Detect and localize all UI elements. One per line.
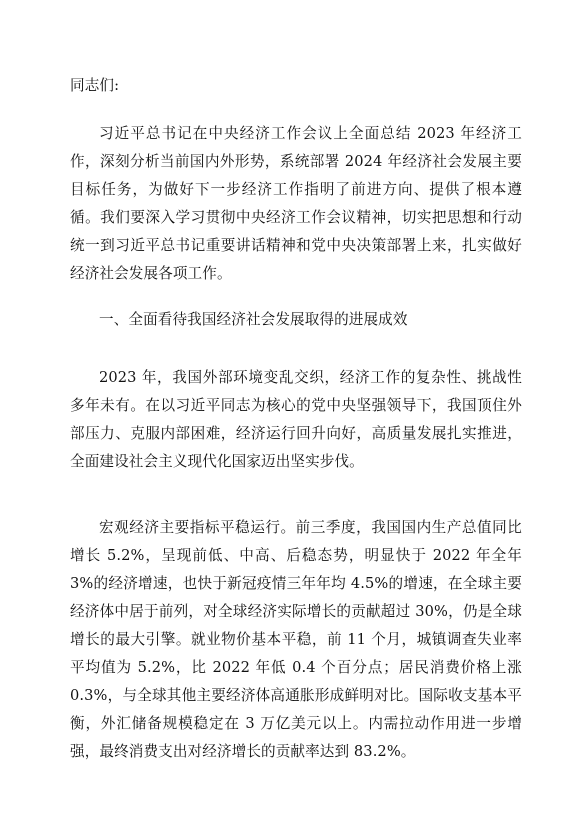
section-heading: 一、全面看待我国经济社会发展取得的进展成效 [99,311,408,328]
paragraph-overview: 2023 年，我国外部环境变乱交织，经济工作的复杂性、挑战性多年未有。在以习近平同志为核心的党中央坚强领导下，我国顶住外部压力、克服内部困难，经济运行回升向好，高质量发展扎实推进，全面建设社会主义现代化国家迈出坚实步伐。 [70,369,522,470]
paragraph-macro-indicators: 宏观经济主要指标平稳运行。前三季度，我国国内生产总值同比增长 5.2%，呈现前低、中高、后稳态势，明显快于 2022 年全年 3%的经济增速，也快于新冠疫情三年年均 4.5%的增速，在全球主要经济体中居于前列，对全球经济实际增长的贡献超过 30%，仍是全球增长的最大引擎。就业物价基本平稳，前 11 个月，城镇调查失业率平均值为 5.2%，比 2022 年低 0.4 个百分点；居民消费价格上涨 0.3%，与全球其他主要经济体高通胀形成鲜明对比。国际收支基本平衡，外汇储备规模稳定在 3 万亿美元以上。内需拉动作用进一步增强，最终消费支出对经济增长的贡献率达到 83.2%。 [70,519,522,760]
paragraph-intro: 习近平总书记在中央经济工作会议上全面总结 2023 年经济工作，深刻分析当前国内外形势，系统部署 2024 年经济社会发展主要目标任务，为做好下一步经济工作指明了前进方向、提供了根本遵循。我们要深入学习贯彻中央经济工作会议精神，切实把思想和行动统一到习近平总书记重要讲话精神和党中央决策部署上来，扎实做好经济社会发展各项工作。 [70,125,522,282]
salutation: 同志们: [70,77,120,94]
